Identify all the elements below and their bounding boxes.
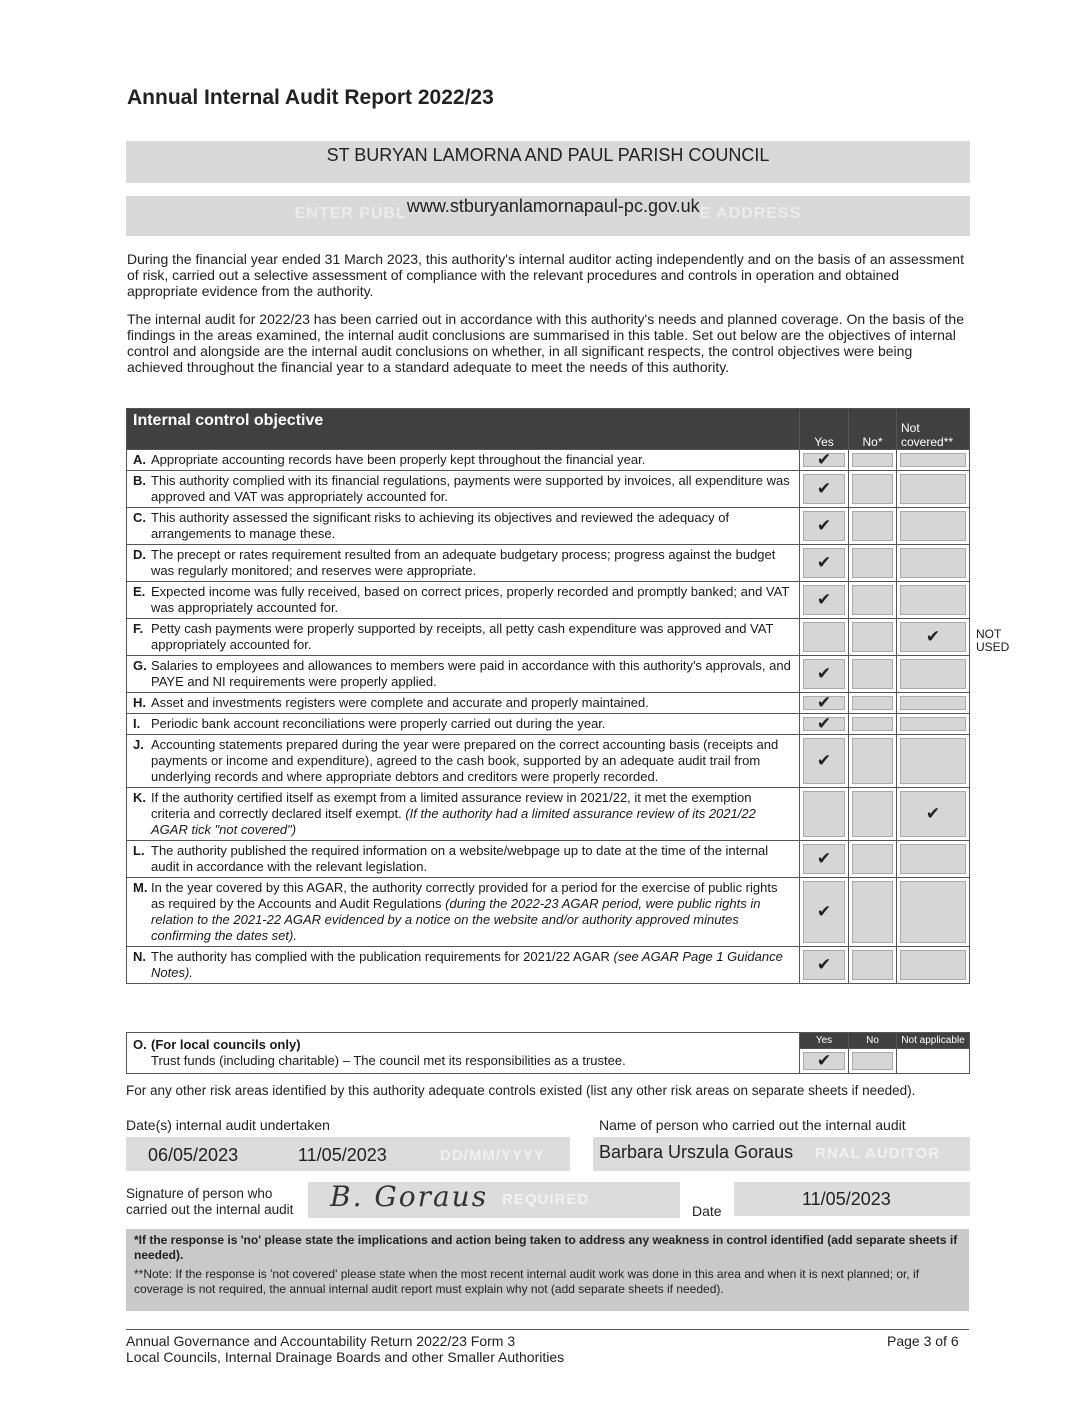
response-cell-no[interactable] [849, 947, 897, 984]
response-cell-no[interactable] [849, 450, 897, 471]
checkbox-no[interactable] [852, 791, 893, 837]
response-cell-no[interactable] [849, 788, 897, 841]
check-mark-icon: ✔ [816, 693, 832, 712]
check-mark-icon: ✔ [816, 751, 832, 770]
response-cell-yes[interactable] [800, 878, 849, 947]
response-cell-not-covered[interactable] [897, 450, 970, 471]
checkbox-not-covered[interactable] [900, 622, 966, 652]
o-na-header: Not applicable [897, 1033, 970, 1049]
signature-date-field[interactable] [734, 1182, 970, 1216]
check-mark-icon: ✔ [816, 714, 832, 733]
checkbox-no[interactable] [852, 585, 893, 615]
table-row [127, 656, 970, 693]
checkbox-not-covered[interactable] [900, 950, 966, 980]
table-row [127, 471, 970, 508]
response-cell-not-covered[interactable] [897, 656, 970, 693]
objective-text: Expected income was fully received, based on correct prices, properly recorded and promptly banked; and VAT was appropriately accounted for. [151, 584, 790, 615]
objective-text-cell [127, 619, 800, 656]
table-row [127, 619, 970, 656]
footer-line-1: Annual Governance and Accountability Return 2022/23 Form 3 [126, 1333, 516, 1349]
response-cell-no[interactable] [849, 735, 897, 788]
response-cell-no[interactable] [849, 693, 897, 714]
objective-o-heading: (For local councils only) [151, 1037, 301, 1052]
checkbox-not-covered[interactable] [900, 511, 966, 541]
not-used-note [976, 628, 1009, 654]
footer-form-title [126, 1333, 564, 1365]
check-mark-icon: ✔ [816, 590, 832, 609]
response-cell-not-covered[interactable] [897, 947, 970, 984]
check-mark-icon: ✔ [816, 450, 832, 469]
table-row [127, 450, 970, 471]
objective-text: In the year covered by this AGAR, the authority correctly provided for a period for the exercise of public rights as required by the Accounts and Audit Regulations [151, 880, 778, 911]
table-row [127, 545, 970, 582]
check-mark-icon: ✔ [816, 955, 832, 974]
response-cell-yes[interactable] [800, 582, 849, 619]
checkbox-no[interactable] [852, 511, 893, 541]
footer-line-2: Local Councils, Internal Drainage Boards and other Smaller Authorities [126, 1349, 565, 1365]
not-covered-header: Not covered** [897, 409, 970, 450]
check-mark-icon: ✔ [816, 479, 832, 498]
table-row [127, 582, 970, 619]
response-cell-not-covered[interactable] [897, 693, 970, 714]
auditor-name: Barbara Urszula Goraus [599, 1142, 794, 1162]
objective-guidance-text: (If the authority had a limited assurance review of its 2021/22 AGAR tick "not covered") [151, 806, 756, 837]
checkbox-yes[interactable] [803, 511, 845, 541]
checkbox-no[interactable] [852, 717, 893, 731]
objective-letter: C. [133, 510, 146, 525]
response-cell-yes[interactable] [800, 788, 849, 841]
response-cell-no[interactable] [849, 471, 897, 508]
checkbox-no[interactable] [852, 453, 893, 467]
response-cell-no[interactable] [849, 619, 897, 656]
objective-text: Periodic bank account reconciliations were properly carried out during the year. [151, 716, 606, 731]
dates-field[interactable] [126, 1137, 570, 1171]
other-risk-text: For any other risk areas identified by this authority adequate controls existed (list any other risk areas on separate sheets if needed). [126, 1083, 916, 1098]
objective-text-cell [127, 471, 800, 508]
internal-control-table [126, 408, 970, 984]
o-yes-checkbox[interactable] [803, 1052, 845, 1071]
checkbox-yes[interactable] [803, 881, 845, 943]
objective-text-cell [127, 656, 800, 693]
objective-guidance-text: (see AGAR Page 1 Guidance Notes). [151, 949, 783, 980]
yes-header: Yes [800, 409, 849, 450]
response-cell-yes[interactable] [800, 735, 849, 788]
checkbox-not-covered[interactable] [900, 717, 966, 731]
objective-text: Appropriate accounting records have been properly kept throughout the financial year. [151, 452, 646, 467]
table-row [127, 841, 970, 878]
response-cell-not-covered[interactable] [897, 471, 970, 508]
authority-name: ST BURYAN LAMORNA AND PAUL PARISH COUNCIL [326, 145, 770, 165]
checkbox-not-covered[interactable] [900, 881, 966, 943]
auditor-label: Name of person who carried out the internal audit [599, 1117, 906, 1133]
auditor-placeholder: RNAL AUDITOR [815, 1145, 941, 1162]
objective-text-cell [127, 508, 800, 545]
objective-text-cell [127, 693, 800, 714]
table-header-row [127, 409, 970, 450]
o-no-cell[interactable] [849, 1048, 897, 1074]
not-used-line-2: USED [976, 640, 1010, 654]
checkbox-yes[interactable] [803, 950, 845, 980]
objective-text-cell [127, 582, 800, 619]
response-cell-yes[interactable] [800, 714, 849, 735]
response-cell-not-covered[interactable] [897, 841, 970, 878]
response-cell-not-covered[interactable] [897, 788, 970, 841]
checkbox-yes[interactable] [803, 585, 845, 615]
signature-placeholder: REQUIRED [502, 1191, 590, 1208]
date-1[interactable]: 06/05/2023 [148, 1145, 239, 1165]
objective-letter: B. [133, 473, 146, 488]
response-cell-not-covered[interactable] [897, 735, 970, 788]
objective-text-cell [127, 841, 800, 878]
date-placeholder: DD/MM/YYYY [440, 1147, 546, 1164]
checkbox-yes[interactable] [803, 791, 845, 837]
response-cell-no[interactable] [849, 714, 897, 735]
objective-text-cell [127, 545, 800, 582]
signature-label-line-1: Signature of person who [126, 1186, 273, 1201]
objective-text: The authority has complied with the publication requirements for 2021/22 AGAR [151, 949, 610, 964]
objective-text-cell [127, 735, 800, 788]
response-cell-not-covered[interactable] [897, 714, 970, 735]
objective-text: Petty cash payments were properly supported by receipts, all petty cash expenditure was approved and VAT appropriately accounted for. [151, 621, 774, 652]
checkbox-no[interactable] [852, 474, 893, 504]
objective-letter: M. [133, 880, 148, 895]
check-mark-icon: ✔ [816, 1050, 832, 1070]
check-mark-icon: ✔ [816, 902, 832, 921]
intro-paragraph-1: During the financial year ended 31 March 2023, this authority's internal auditor acting independently and on the basis of an assessment of risk, carried out a selective assessment of compliance with the relevant procedures and controls in operation and obtained appropriate evidence from the authority. [127, 251, 964, 299]
notes-box [126, 1229, 969, 1311]
response-cell-no[interactable] [849, 878, 897, 947]
objective-text: Salaries to employees and allowances to members were paid in accordance with this authority's approvals, and PAYE and NI requirements were properly applied. [151, 658, 791, 689]
o-no-header: No [849, 1033, 897, 1049]
website-placeholder-right: E ADDRESS [699, 205, 802, 222]
response-cell-yes[interactable] [800, 947, 849, 984]
objective-letter: L. [133, 843, 145, 858]
objective-text: Accounting statements prepared during the year were prepared on the correct accounting basis (receipts and payments or income and expenditure), agreed to the cash book, supported by an adequate audit trail from underlying records and where appropriate debtors and creditors were properly recorded. [151, 737, 779, 784]
response-cell-yes[interactable] [800, 841, 849, 878]
check-mark-icon: ✔ [816, 516, 832, 535]
response-cell-no[interactable] [849, 582, 897, 619]
response-cell-yes[interactable] [800, 471, 849, 508]
check-mark-icon: ✔ [925, 627, 941, 646]
o-no-checkbox[interactable] [852, 1052, 893, 1071]
o-na-cell [897, 1048, 970, 1074]
check-mark-icon: ✔ [925, 804, 941, 823]
objective-text-cell [127, 947, 800, 984]
checkbox-yes[interactable] [803, 450, 845, 469]
website-value: www.stburyanlamornapaul-pc.gov.uk [406, 196, 700, 216]
objective-text: This authority assessed the significant risks to achieving its objectives and reviewed the adequacy of arrangements to manage these. [151, 510, 730, 541]
signature-date-label: Date [692, 1203, 722, 1219]
objective-text-cell [127, 788, 800, 841]
checkbox-not-covered[interactable] [900, 453, 966, 467]
handwritten-signature: B. Goraus [330, 1180, 489, 1213]
objective-text: Asset and investments registers were complete and accurate and properly maintained. [151, 695, 649, 710]
table-row [127, 878, 970, 947]
response-cell-not-covered[interactable] [897, 508, 970, 545]
signature-label [126, 1186, 293, 1218]
table-row [127, 693, 970, 714]
checkbox-not-covered[interactable] [900, 548, 966, 578]
objective-text-cell [127, 450, 800, 471]
response-cell-not-covered[interactable] [897, 582, 970, 619]
website-field[interactable] [126, 196, 970, 236]
checkbox-no[interactable] [852, 622, 893, 652]
checkbox-yes[interactable] [803, 548, 845, 578]
check-mark-icon: ✔ [816, 849, 832, 868]
response-cell-yes[interactable] [800, 450, 849, 471]
check-mark-icon: ✔ [816, 553, 832, 572]
checkbox-yes[interactable] [803, 738, 845, 784]
not-used-line-1: NOT [976, 627, 1002, 641]
objective-letter: E. [133, 584, 146, 599]
table-row [127, 788, 970, 841]
checkbox-yes[interactable] [803, 622, 845, 652]
checkbox-yes[interactable] [803, 474, 845, 504]
checkbox-not-covered[interactable] [900, 585, 966, 615]
response-cell-yes[interactable] [800, 693, 849, 714]
website-placeholder-left: ENTER PUBL [294, 205, 407, 222]
checkbox-not-covered[interactable] [900, 738, 966, 784]
objective-text-cell [127, 714, 800, 735]
response-cell-yes[interactable] [800, 508, 849, 545]
response-cell-no[interactable] [849, 656, 897, 693]
checkbox-yes[interactable] [803, 659, 845, 689]
checkbox-not-covered[interactable] [900, 659, 966, 689]
checkbox-no[interactable] [852, 696, 893, 710]
checkbox-no[interactable] [852, 950, 893, 980]
response-cell-not-covered[interactable] [897, 545, 970, 582]
date-2[interactable]: 11/05/2023 [298, 1145, 387, 1165]
objective-text: The precept or rates requirement resulted from an adequate budgetary process; progress against the budget was regularly monitored; and reserves were appropriate. [151, 547, 776, 578]
table-row [127, 508, 970, 545]
o-yes-cell[interactable] [800, 1048, 849, 1074]
dates-label: Date(s) internal audit undertaken [126, 1117, 330, 1133]
objective-letter: K. [133, 790, 146, 805]
footer-divider [126, 1329, 969, 1330]
objective-letter: F. [133, 621, 144, 636]
signature-label-line-2: carried out the internal audit [126, 1202, 294, 1217]
checkbox-no[interactable] [852, 548, 893, 578]
checkbox-not-covered[interactable] [900, 791, 966, 837]
objective-guidance-text: (during the 2022-23 AGAR period, were public rights in relation to the 2021-22 AGAR evidenced by a notice on the website and/or authority approved minutes confirming the dates set). [151, 896, 761, 943]
checkbox-yes[interactable] [803, 693, 845, 712]
checkbox-no[interactable] [852, 659, 893, 689]
checkbox-not-covered[interactable] [900, 844, 966, 874]
checkbox-not-covered[interactable] [900, 696, 966, 710]
objective-letter: H. [133, 695, 146, 710]
objective-o-text: Trust funds (including charitable) – The council met its responsibilities as a trustee. [151, 1053, 626, 1068]
response-cell-not-covered[interactable] [897, 878, 970, 947]
no-header: No* [849, 409, 897, 450]
table-row [127, 735, 970, 788]
objective-text: This authority complied with its financial regulations, payments were supported by invoices, all expenditure was approved and VAT was appropriately accounted for. [151, 473, 790, 504]
note-2: **Note: If the response is 'not covered' please state when the most recent internal audit work was done in this area and when it is next planned; or, if coverage is not required, the annual internal audit report must explain why not (add separate sheets if needed). [134, 1267, 920, 1296]
auditor-name-field[interactable] [593, 1137, 970, 1171]
objective-o-letter: O. [133, 1037, 147, 1052]
page-number: Page 3 of 6 [887, 1333, 959, 1349]
objective-text: If the authority certified itself as exempt from a limited assurance review in 2021/22, it met the exemption criteria and correctly declared itself exempt. [151, 790, 752, 821]
checkbox-not-covered[interactable] [900, 474, 966, 504]
page-title: Annual Internal Audit Report 2022/23 [127, 86, 494, 109]
authority-name-field[interactable] [126, 141, 970, 183]
o-yes-header: Yes [800, 1033, 849, 1049]
checkbox-no[interactable] [852, 881, 893, 943]
table-row [127, 714, 970, 735]
local-councils-table [126, 1032, 970, 1074]
objective-letter: D. [133, 547, 146, 562]
response-cell-yes[interactable] [800, 619, 849, 656]
response-cell-not-covered[interactable] [897, 619, 970, 656]
objective-text: The authority published the required information on a website/webpage up to date at the time of the internal audit in accordance with the relevant legislation. [151, 843, 769, 874]
response-cell-no[interactable] [849, 545, 897, 582]
objective-letter: N. [133, 949, 146, 964]
response-cell-no[interactable] [849, 841, 897, 878]
objective-header: Internal control objective [127, 409, 800, 450]
objective-letter: I. [133, 716, 141, 731]
intro-paragraph-2: The internal audit for 2022/23 has been carried out in accordance with this authority's needs and planned coverage. On the basis of the findings in the areas examined, the internal audit conclusions are summarised in this table. Set out below are the objectives of internal control and alongside are the internal audit conclusions on whether, in all significant respects, the control objectives were being achieved throughout the financial year to a standard adequate to meet the needs of this authority. [127, 311, 964, 375]
objective-o-cell [127, 1033, 800, 1074]
objective-letter: J. [133, 737, 144, 752]
signature-date-value: 11/05/2023 [802, 1189, 891, 1209]
objective-text-cell [127, 878, 800, 947]
checkbox-no[interactable] [852, 844, 893, 874]
checkbox-yes[interactable] [803, 844, 845, 874]
objective-letter: A. [133, 452, 146, 467]
checkbox-no[interactable] [852, 738, 893, 784]
response-cell-yes[interactable] [800, 545, 849, 582]
checkbox-yes[interactable] [803, 714, 845, 733]
response-cell-no[interactable] [849, 508, 897, 545]
objective-letter: G. [133, 658, 147, 673]
note-1: *If the response is 'no' please state the implications and action being taken to address any weakness in control identified (add separate sheets if needed). [134, 1233, 958, 1262]
check-mark-icon: ✔ [816, 664, 832, 683]
table-row [127, 947, 970, 984]
response-cell-yes[interactable] [800, 656, 849, 693]
